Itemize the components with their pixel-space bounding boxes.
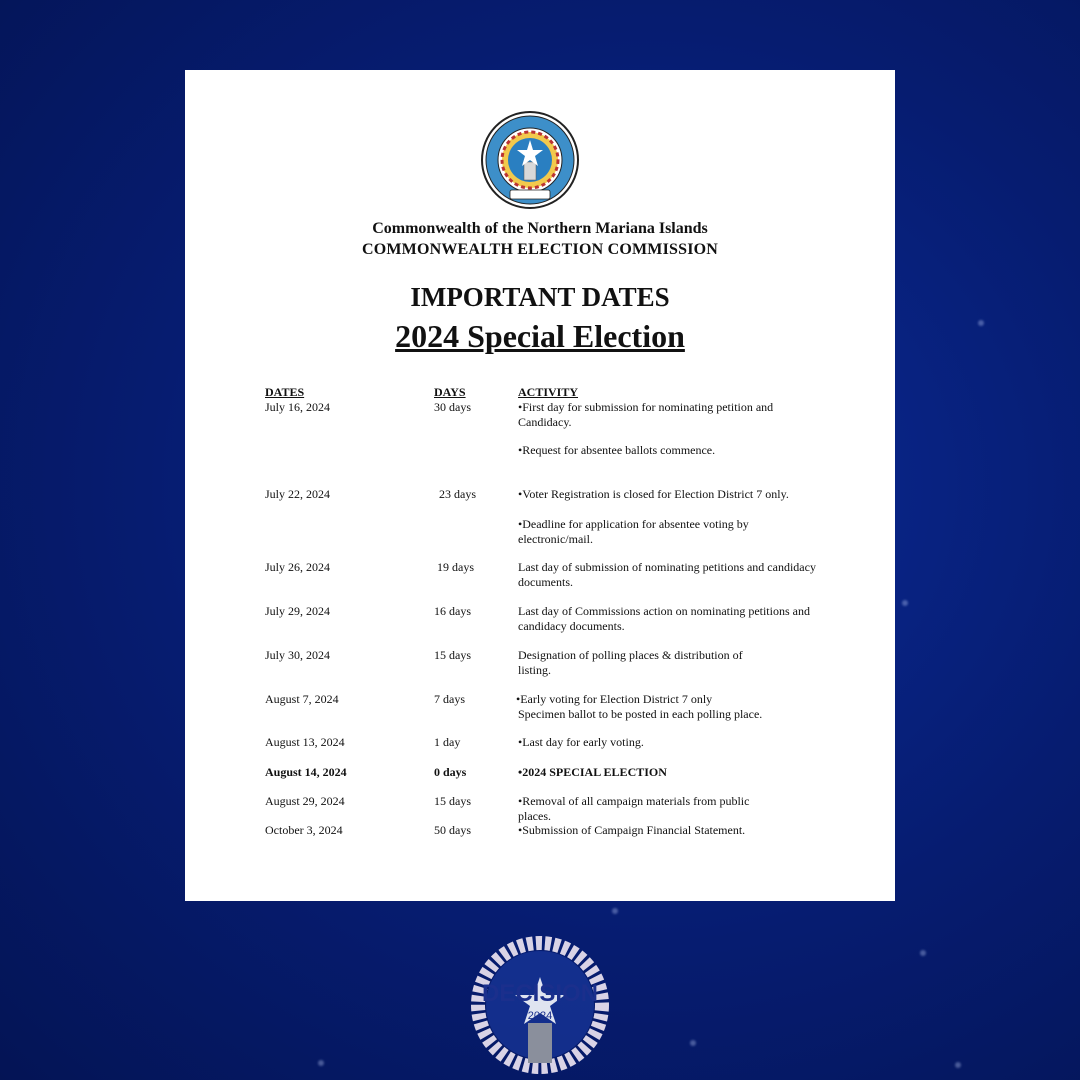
row-activity: •Deadline for application for absentee voting by electronic/mail.: [518, 517, 749, 546]
row-days: 16 days: [434, 604, 471, 618]
row-activity: •Voter Registration is closed for Election District 7 only.: [518, 487, 789, 501]
page-subtitle: 2024 Special Election: [395, 318, 685, 354]
row-activity: •Request for absentee ballots commence.: [518, 443, 716, 457]
row-date: July 16, 2024: [265, 400, 331, 414]
row-activity: Specimen ballot to be posted in each polling place.: [518, 707, 763, 721]
row-date: July 26, 2024: [265, 560, 331, 574]
row-days: 7 days: [434, 692, 465, 706]
row-activity: •First day for submission for nominating petition and Candidacy.: [518, 400, 774, 429]
row-days: 15 days: [434, 794, 471, 808]
important-dates-document: [185, 70, 895, 901]
cnmi-official-seal: [480, 110, 580, 210]
row-activity: •Last day for early voting.: [518, 735, 644, 749]
row-days: 30 days: [434, 400, 471, 414]
row-days: 0 days: [434, 765, 467, 779]
header-dates: DATES: [265, 385, 305, 399]
logo-word: DECISION: [481, 980, 599, 1007]
org-name: Commonwealth of the Northern Mariana Islands: [372, 220, 708, 237]
row-activity: •2024 SPECIAL ELECTION: [518, 765, 667, 779]
row-activity: Last day of Commissions action on nominating petitions and candidacy documents.: [518, 604, 810, 633]
row-date: July 29, 2024: [265, 604, 331, 618]
row-date: July 22, 2024: [265, 487, 331, 501]
row-activity: •Submission of Campaign Financial Statement.: [518, 823, 746, 837]
row-activity: •Removal of all campaign materials from public places.: [518, 794, 750, 823]
row-date: August 7, 2024: [265, 692, 339, 706]
header-activity: ACTIVITY: [518, 385, 579, 399]
row-days: 19 days: [437, 560, 474, 574]
row-date: October 3, 2024: [265, 823, 343, 837]
row-date: July 30, 2024: [265, 648, 331, 662]
page-title: IMPORTANT DATES: [410, 282, 670, 312]
row-activity: Last day of submission of nominating petitions and candidacy documents.: [518, 560, 816, 589]
row-activity: •Early voting for Election District 7 only: [516, 692, 713, 706]
row-date: August 14, 2024: [265, 765, 347, 779]
commission-name: COMMONWEALTH ELECTION COMMISSION: [361, 241, 719, 258]
row-days: 23 days: [439, 487, 476, 501]
decision-2024-logo: [470, 935, 610, 1075]
row-date: August 29, 2024: [265, 794, 345, 808]
row-days: 15 days: [434, 648, 471, 662]
row-activity: Designation of polling places & distribution of listing.: [518, 648, 743, 677]
row-days: 50 days: [434, 823, 471, 837]
logo-year: 2024: [527, 1010, 553, 1022]
header-days: DAYS: [434, 385, 466, 399]
row-date: August 13, 2024: [265, 735, 345, 749]
row-days: 1 day: [434, 735, 461, 749]
